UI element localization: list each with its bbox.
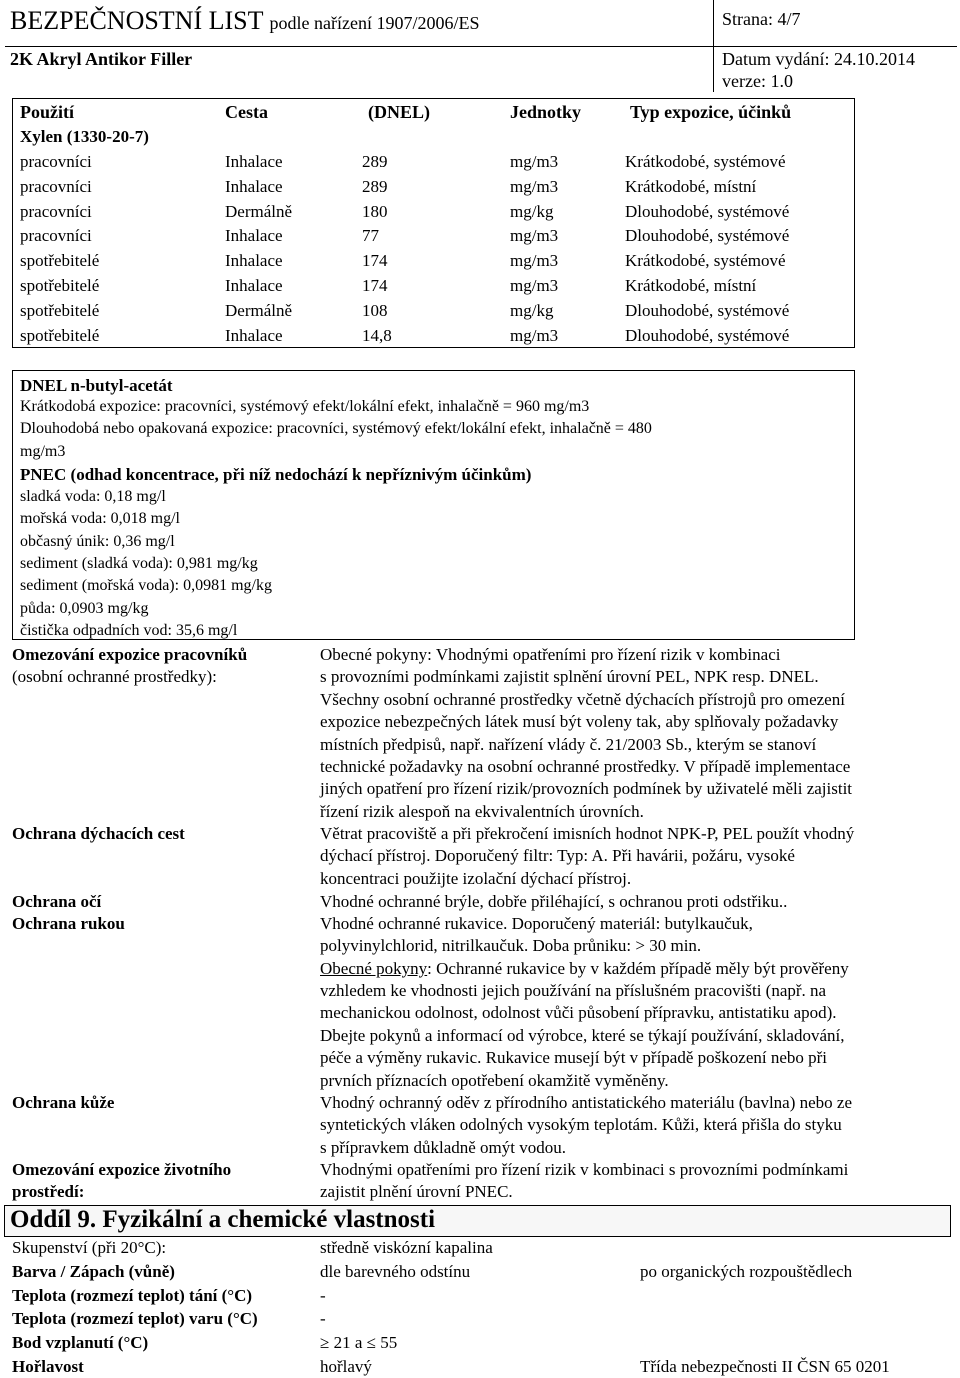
paragraph-line: Vhodné ochranné rukavice. Doporučený materiál: butylkaučuk,	[320, 914, 753, 933]
property-extra: Třída nebezpečnosti II ČSN 65 0201	[640, 1357, 890, 1376]
paragraph-line: expozice nebezpečných látek musí být voleny tak, aby splňovaly požadavky	[320, 712, 839, 732]
pnec-item: občasný únik: 0,36 mg/l	[20, 532, 175, 550]
paragraph-line: mechanickou odolnost, odolnost vůči působení přípravku, antistatiku apod).	[320, 1003, 837, 1023]
property-label: Hořlavost	[12, 1357, 84, 1376]
paragraph-line: Obecné pokyny: Vhodnými opatřeními pro řízení rizik v kombinaci	[320, 645, 781, 664]
table-cell: Krátkodobé, systémové	[625, 251, 786, 271]
version: verze: 1.0	[722, 71, 793, 91]
pnec-item: sladká voda: 0,18 mg/l	[20, 488, 166, 505]
table-cell: Dlouhodobé, systémové	[625, 226, 790, 246]
paragraph-line: s přípravkem důkladně omýt vodou.	[320, 1137, 566, 1157]
section-9-title: Oddíl 9. Fyzikální a chemické vlastnosti	[10, 1206, 436, 1233]
table-cell: pracovníci	[20, 201, 92, 221]
table-cell: Inhalace	[225, 226, 283, 246]
pnec-item: sediment (sladká voda): 0,981 mg/kg	[20, 554, 258, 572]
table-cell: 14,8	[362, 325, 392, 345]
paragraph-line: jiných opatření pro řízení rizik/provozních podmínek by uživatelé měli zajistit	[320, 779, 853, 799]
paragraph-line: Všechny osobní ochranné prostředky včetně dýchacích přístrojů pro omezení	[320, 689, 845, 709]
property-label: Bod vzplanutí (°C)	[12, 1333, 149, 1353]
hands-general-rest: : Ochranné rukavice by v každém případě měly být prověřeny	[427, 959, 849, 978]
dnel-line-1: Krátkodobá expozice: pracovníci, systémový efekt/lokální efekt, inhalačně = 960 mg/m3	[20, 398, 590, 415]
table-cell: Krátkodobé, místní	[625, 176, 757, 196]
paragraph-line: zajistit plnění úrovní PNEC.	[320, 1182, 513, 1202]
table-cell: mg/kg	[510, 201, 554, 221]
table-cell: 174	[362, 276, 388, 295]
property-label: Skupenství (při 20°C):	[12, 1238, 167, 1257]
paragraph-line: řízení rizik alespoň na ekvivalentních úrovních.	[320, 801, 644, 821]
paragraph-line: Vhodný ochranný oděv z přírodního antistatického materiálu (bavlna) nebo ze	[320, 1093, 853, 1112]
table-cell: pracovníci	[20, 176, 92, 196]
table-cell: mg/m3	[510, 176, 559, 196]
table-cell: mg/kg	[510, 300, 554, 320]
property-value: ≥ 21 a ≤ 55	[320, 1333, 398, 1353]
table-cell: Dlouhodobé, systémové	[625, 325, 790, 345]
paragraph-line: Vhodnými opatřeními pro řízení rizik v kombinaci s provozními podmínkami	[320, 1160, 849, 1179]
env-label-2: prostředí:	[12, 1182, 85, 1201]
table-cell: Dlouhodobé, systémové	[625, 300, 790, 320]
title-main: BEZPEČNOSTNÍ LIST	[10, 6, 264, 35]
page-number: Strana: 4/7	[722, 9, 801, 29]
property-label: Teplota (rozmezí teplot) tání (°C)	[12, 1285, 253, 1305]
pnec-item: čistička odpadních vod: 35,6 mg/l	[20, 621, 238, 639]
table-cell: Krátkodobé, systémové	[625, 152, 786, 171]
property-value: dle barevného odstínu	[320, 1261, 471, 1281]
dnel-line-2: Dlouhodobá nebo opakovaná expozice: pracovníci, systémový efekt/lokální efekt, inhalačně = 480	[20, 420, 652, 437]
table-cell: mg/m3	[510, 152, 559, 171]
table-cell: 77	[362, 226, 379, 246]
paragraph-line: prvních příznacích opotřebení okamžitě vyměněny.	[320, 1070, 669, 1090]
eyes-label: Ochrana očí	[12, 892, 102, 911]
property-label: Teplota (rozmezí teplot) varu (°C)	[12, 1309, 258, 1329]
paragraph-line: vzhledem ke vhodnosti jejich používání na příslušném pracovišti (např. na	[320, 981, 827, 1000]
workers-label: Omezování expozice pracovníků	[12, 645, 248, 664]
paragraph-line: místních předpisů, např. nařízení vlády č. 21/2003 Sb., kterým se stanoví	[320, 734, 817, 754]
paragraph-line: polyvinylchlorid, nitrilkaučuk. Doba průniku: > 30 min.	[320, 936, 702, 956]
issue-date: Datum vydání: 24.10.2014	[722, 49, 915, 69]
table-cell: spotřebitelé	[20, 276, 100, 295]
table-cell: mg/m3	[510, 276, 559, 295]
paragraph-line: Větrat pracoviště a při překročení imisních hodnot NPK-P, PEL použít vhodný	[320, 824, 855, 843]
title-sub: podle nařízení 1907/2006/ES	[269, 13, 480, 33]
table-header-cell: Typ expozice, účinků	[630, 102, 792, 122]
table-cell: Dermálně	[225, 300, 293, 320]
property-value: -	[320, 1309, 326, 1329]
table-cell: pracovníci	[20, 226, 92, 246]
table-cell: 289	[362, 176, 388, 196]
table-cell: mg/m3	[510, 251, 559, 271]
paragraph-line: syntetických vláken odolných vysokým teplotám. Kůži, která přišla do styku	[320, 1115, 842, 1135]
property-value: hořlavý	[320, 1357, 372, 1376]
eyes-text: Vhodné ochranné brýle, dobře přiléhající, s ochranou proti odstřiku..	[320, 892, 788, 911]
table-substance: Xylen (1330-20-7)	[20, 127, 149, 146]
table-cell: mg/m3	[510, 226, 559, 246]
paragraph-line: koncentraci použijte izolační dýchací přístroj.	[320, 868, 632, 888]
header-separator	[713, 0, 714, 92]
workers-sublabel: (osobní ochranné prostředky):	[12, 667, 217, 686]
pnec-item: mořská voda: 0,018 mg/l	[20, 510, 180, 528]
paragraph-line: Dbejte pokynů a informací od výrobce, které se týkají používání, skladování,	[320, 1025, 845, 1045]
document-title	[10, 6, 480, 36]
table-cell: spotřebitelé	[20, 251, 100, 271]
table-header-cell: Jednotky	[510, 102, 582, 122]
breath-label: Ochrana dýchacích cest	[12, 824, 185, 843]
product-name: 2K Akryl Antikor Filler	[10, 49, 193, 69]
table-cell: spotřebitelé	[20, 325, 100, 345]
property-value: středně viskózní kapalina	[320, 1238, 493, 1257]
paragraph-line: s provozními podmínkami zajistit splnění úrovní PEL, NPK resp. DNEL.	[320, 667, 819, 687]
property-value: -	[320, 1285, 326, 1305]
env-label-1: Omezování expozice životního	[12, 1160, 232, 1179]
hands-general	[320, 959, 849, 979]
hands-general-label: Obecné pokyny	[320, 959, 428, 978]
paragraph-line: péče a výměny rukavic. Rukavice musejí být v případě poškození nebo při	[320, 1048, 828, 1068]
dnel-line-3: mg/m3	[20, 443, 66, 460]
pnec-item: sediment (mořská voda): 0,0981 mg/kg	[20, 577, 272, 595]
table-header-cell: Cesta	[225, 102, 268, 122]
table-cell: Dermálně	[225, 201, 293, 221]
paragraph-line: dýchací přístroj. Doporučený filtr: Typ: A. Při havárii, požáru, vysoké	[320, 846, 795, 866]
table-cell: 108	[362, 300, 388, 320]
table-cell: Krátkodobé, místní	[625, 276, 757, 295]
dnel-box-title: DNEL n-butyl-acetát	[20, 376, 173, 395]
table-cell: Dlouhodobé, systémové	[625, 201, 790, 221]
pnec-title: PNEC (odhad koncentrace, při níž nedochází k nepříznivým účinkům)	[20, 465, 532, 484]
paragraph-line: technické požadavky na osobní ochranné prostředky. V případě implementace	[320, 757, 851, 776]
table-cell: Inhalace	[225, 251, 283, 271]
table-header-cell: Použití	[20, 102, 74, 122]
table-cell: Inhalace	[225, 176, 283, 196]
property-extra: po organických rozpouštědlech	[640, 1261, 853, 1281]
hands-label: Ochrana rukou	[12, 914, 125, 933]
table-cell: Inhalace	[225, 325, 283, 345]
table-cell: 289	[362, 152, 388, 171]
table-cell: mg/m3	[510, 325, 559, 345]
pnec-item: půda: 0,0903 mg/kg	[20, 599, 149, 617]
table-cell: 174	[362, 251, 388, 271]
table-cell: pracovníci	[20, 152, 92, 171]
skin-label: Ochrana kůže	[12, 1093, 115, 1112]
table-cell: Inhalace	[225, 152, 283, 171]
property-label: Barva / Zápach (vůně)	[12, 1261, 175, 1281]
table-cell: Inhalace	[225, 276, 283, 295]
table-cell: 180	[362, 201, 388, 221]
table-cell: spotřebitelé	[20, 300, 100, 320]
table-header-cell: (DNEL)	[368, 102, 430, 122]
